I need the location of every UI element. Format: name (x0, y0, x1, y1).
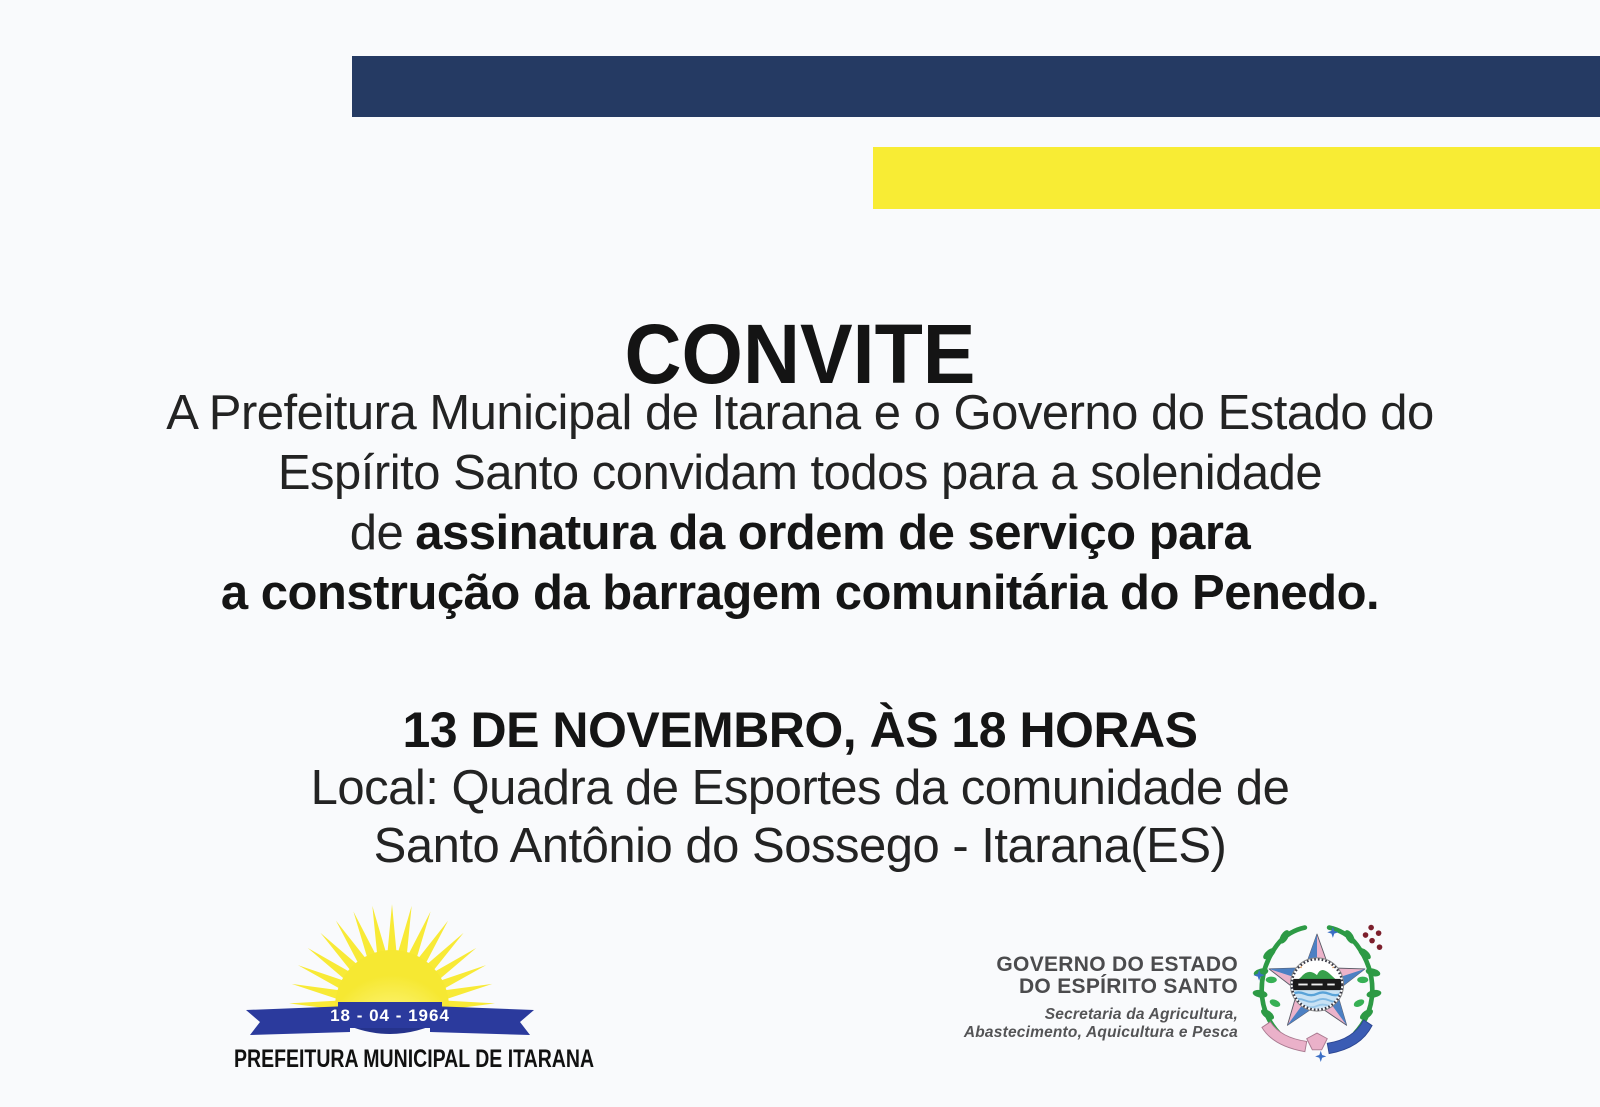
secretariat-name-line: Secretaria da Agricultura, (1044, 1006, 1238, 1023)
event-location-line: Local: Quadra de Esportes da comunidade de (310, 761, 1290, 815)
founding-date-label: 18 - 04 - 1964 (330, 1006, 450, 1025)
event-details (0, 701, 1600, 875)
municipal-logo (170, 893, 610, 1093)
ribbon-banner-icon (240, 996, 540, 1051)
central-emblem (1290, 957, 1343, 1011)
government-name-line: GOVERNO DO ESTADO (996, 953, 1238, 976)
invitation-line: a construção da barragem comunitária do Penedo. (220, 566, 1380, 620)
yellow-accent-bar (873, 147, 1600, 209)
navy-accent-bar (352, 56, 1600, 117)
event-location-line: Santo Antônio do Sossego - Itarana(ES) (373, 819, 1227, 873)
invitation-text (0, 383, 1600, 623)
state-government-block (964, 954, 1238, 1042)
ribbons (1262, 1020, 1372, 1054)
page-title: CONVITE (624, 307, 976, 402)
government-name-line: DO ESPÍRITO SANTO (1018, 975, 1238, 998)
invitation-line-bold-part: assinatura da ordem de serviço para (415, 506, 1251, 560)
invitation-line-light-part: de (349, 506, 404, 560)
state-government-name (964, 954, 1238, 998)
state-coat-of-arms-icon (1247, 919, 1387, 1064)
invitation-line: Espírito Santo convidam todos para a solenidade (277, 446, 1323, 500)
invitation-line: A Prefeitura Municipal de Itarana e o Governo do Estado do (166, 386, 1434, 440)
secretariat-name (964, 1006, 1238, 1042)
event-datetime: 13 DE NOVEMBRO, ÀS 18 HORAS (402, 702, 1198, 758)
secretariat-name-line: Abastecimento, Aquicultura e Pesca (963, 1024, 1238, 1041)
coffee-berries (1363, 925, 1383, 950)
municipality-name-label: PREFEITURA MUNICIPAL DE ITARANA (234, 1045, 595, 1073)
invitation-line (0, 503, 1600, 563)
